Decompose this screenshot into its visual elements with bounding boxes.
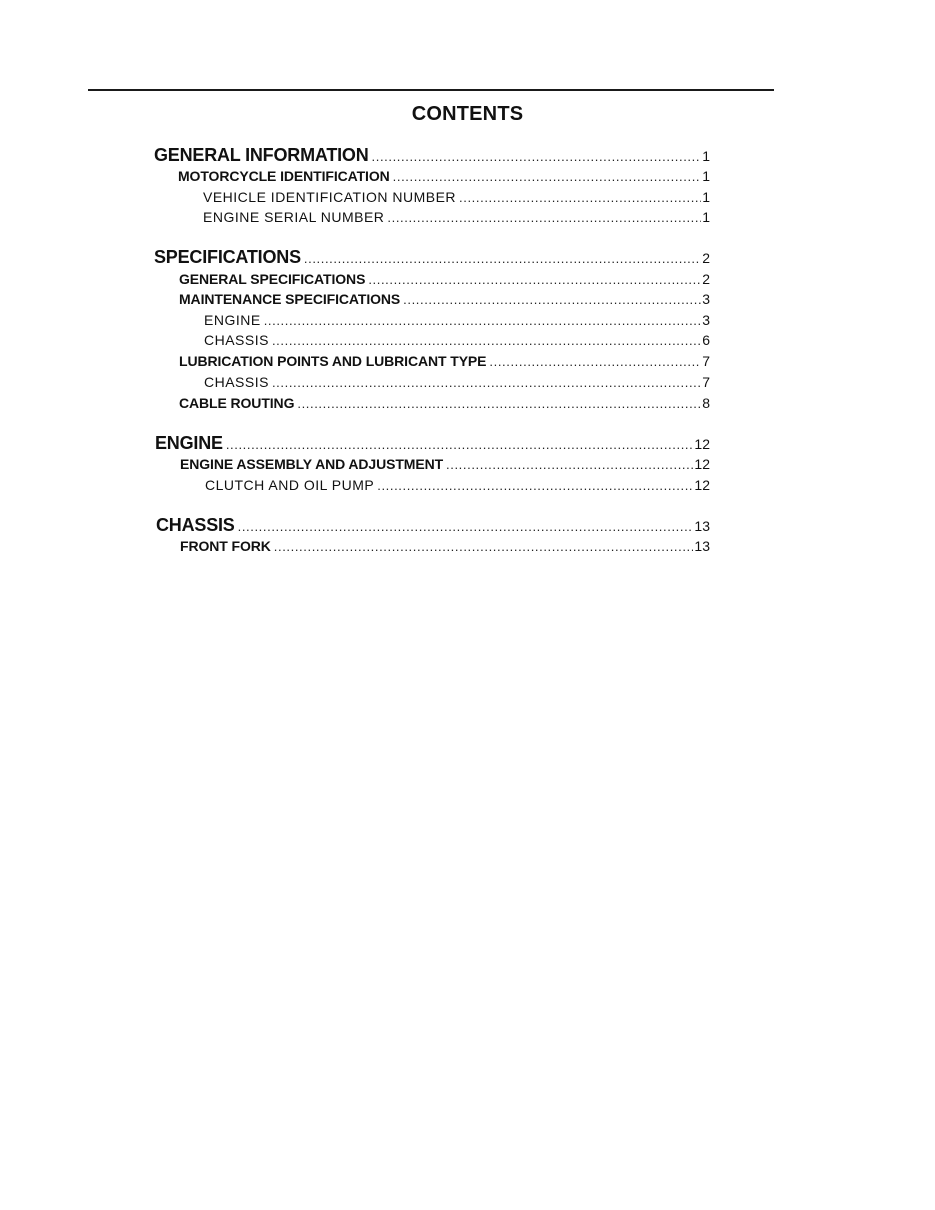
toc-entry-engine[interactable]	[155, 433, 710, 454]
toc-entry-specifications[interactable]	[154, 247, 710, 268]
toc-entry-chassis[interactable]	[156, 515, 710, 536]
toc-entry-label: CLUTCH AND OIL PUMP	[205, 477, 375, 493]
dot-leader	[446, 457, 693, 472]
dot-leader	[272, 333, 701, 348]
toc-page-number: 1	[702, 148, 710, 164]
dot-leader	[368, 272, 701, 287]
dot-leader	[272, 375, 701, 390]
toc-page-number: 2	[702, 271, 710, 287]
toc-entry-label: GENERAL INFORMATION	[154, 145, 369, 165]
toc-entry-clutch-oil-pump[interactable]	[205, 477, 710, 493]
dot-leader	[459, 190, 701, 205]
toc-entry-label: SPECIFICATIONS	[154, 247, 301, 267]
toc-entry-general-specifications[interactable]	[179, 271, 710, 287]
toc-entry-label: CABLE ROUTING	[179, 395, 295, 411]
toc-entry-label: FRONT FORK	[180, 538, 271, 554]
toc-entry-label: ENGINE ASSEMBLY AND ADJUSTMENT	[180, 456, 444, 472]
toc-page-number: 12	[694, 436, 710, 452]
toc-entry-engine-maintenance[interactable]	[204, 312, 710, 328]
toc-entry-maintenance-specifications[interactable]	[179, 291, 710, 307]
toc-entry-label: LUBRICATION POINTS AND LUBRICANT TYPE	[179, 353, 487, 369]
toc-entry-engine-assembly[interactable]	[180, 456, 710, 472]
toc-entry-label: CHASSIS	[156, 515, 235, 535]
toc-page-number: 2	[702, 250, 710, 266]
dot-leader	[393, 169, 702, 184]
toc-entry-label: ENGINE	[204, 312, 261, 328]
toc-page-number: 1	[702, 168, 710, 184]
toc-page-number: 13	[694, 518, 710, 534]
toc-page-number: 6	[702, 332, 710, 348]
toc-entry-engine-serial-number[interactable]	[203, 209, 710, 225]
toc-entry-label: MOTORCYCLE IDENTIFICATION	[178, 168, 390, 184]
toc-entry-motorcycle-identification[interactable]	[178, 168, 710, 184]
toc-page-number: 7	[702, 374, 710, 390]
dot-leader	[372, 149, 702, 164]
toc-entry-label: ENGINE	[155, 433, 223, 453]
dot-leader	[297, 396, 701, 411]
toc-entry-chassis-lubrication[interactable]	[204, 374, 710, 390]
toc-entry-chassis-maintenance[interactable]	[204, 332, 710, 348]
dot-leader	[377, 478, 693, 493]
toc-page-number: 13	[694, 538, 710, 554]
toc-page-number: 12	[694, 477, 710, 493]
toc-page-number: 8	[702, 395, 710, 411]
dot-leader	[387, 210, 701, 225]
toc-entry-label: MAINTENANCE SPECIFICATIONS	[179, 291, 401, 307]
toc-entry-label: CHASSIS	[204, 374, 269, 390]
toc-entry-cable-routing[interactable]	[179, 395, 710, 411]
dot-leader	[403, 292, 701, 307]
toc-page-number: 12	[694, 456, 710, 472]
toc-page-number: 1	[702, 189, 710, 205]
dot-leader	[238, 519, 694, 534]
toc-page-number: 3	[702, 312, 710, 328]
dot-leader	[264, 313, 702, 328]
toc-entry-label: VEHICLE IDENTIFICATION NUMBER	[203, 189, 457, 205]
toc-page-number: 3	[702, 291, 710, 307]
toc-entry-lubrication-points[interactable]	[179, 353, 710, 369]
toc-entry-general-information[interactable]	[154, 145, 710, 166]
dot-leader	[304, 251, 701, 266]
page-title: CONTENTS	[411, 103, 524, 125]
toc-entry-label: CHASSIS	[204, 332, 269, 348]
toc-entry-front-fork[interactable]	[180, 538, 710, 554]
toc-entry-label: GENERAL SPECIFICATIONS	[179, 271, 366, 287]
dot-leader	[226, 437, 694, 452]
toc-entry-label: ENGINE SERIAL NUMBER	[203, 209, 385, 225]
dot-leader	[489, 354, 701, 369]
dot-leader	[274, 539, 694, 554]
toc-page-number: 1	[702, 209, 710, 225]
toc-entry-vehicle-identification-number[interactable]	[203, 189, 710, 205]
toc-page-number: 7	[702, 353, 710, 369]
